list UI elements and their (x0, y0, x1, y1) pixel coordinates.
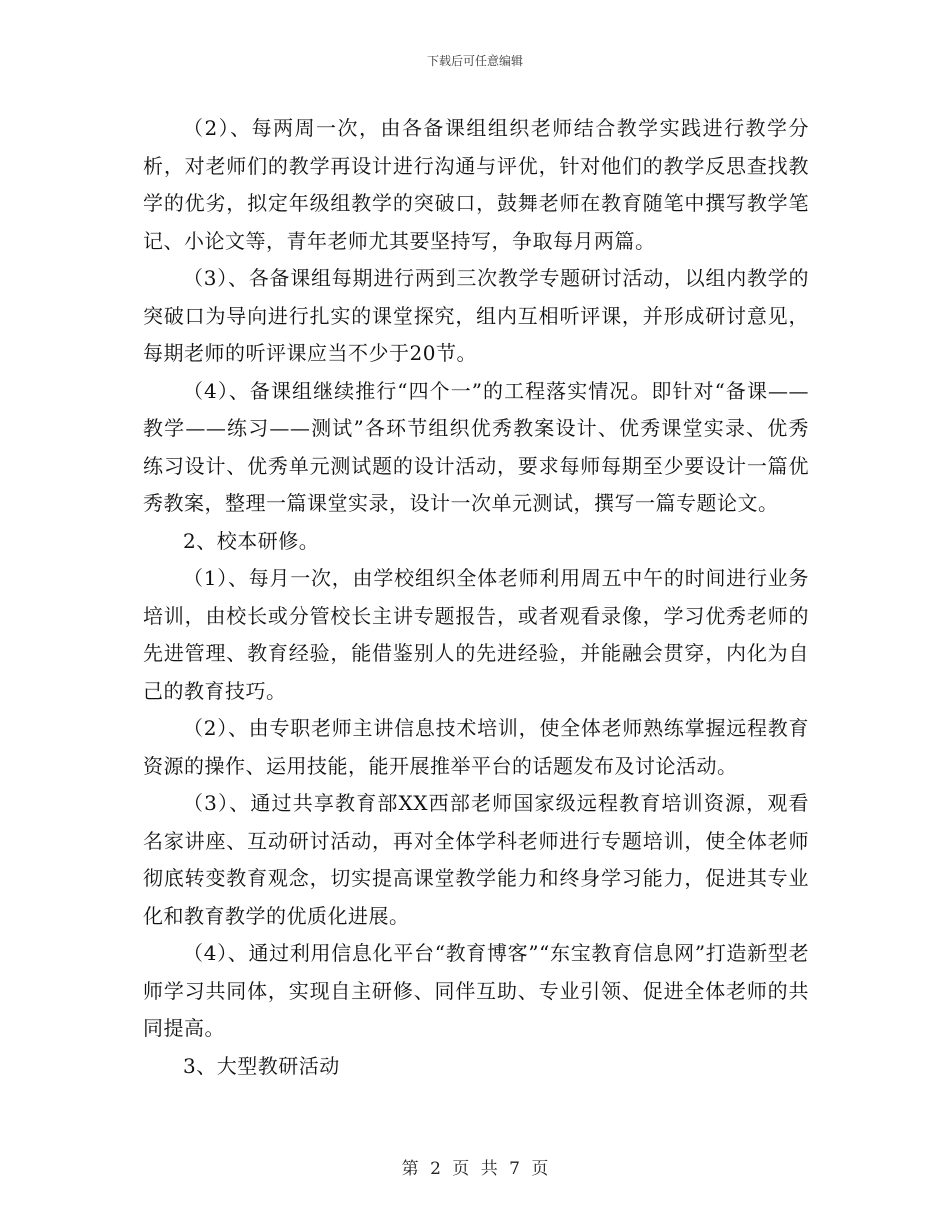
paragraph-school-3: （3）、通过共享教育部XX西部老师国家级远程教育培训资源，观看名家讲座、互动研讨活动，再对全体学科老师进行专题培训，使全体老师彻底转变教育观念，切实提高课堂教学能力和终身学习能力，促进其专业化和教育教学的优质化进展。 (143, 791, 809, 928)
page-body (143, 110, 809, 1085)
paragraph-school-1: （1）、每月一次，由学校组织全体老师利用周五中午的时间进行业务培训，由校长或分管校长主讲专题报告，或者观看录像，学习优秀老师的先进管理、教育经验，能借鉴别人的先进经验，并能融会贯穿，内化为自己的教育技巧。 (143, 566, 809, 703)
section-heading-large-activities: 3、大型教研活动 (183, 1053, 340, 1078)
paragraph-2-3: （3）、各备课组每期进行两到三次教学专题研讨活动，以组内教学的突破口为导向进行扎实的课堂探究，组内互相听评课，并形成研讨意见，每期老师的听评课应当不少于20节。 (143, 266, 809, 365)
section-heading-school-training: 2、校本研修。 (183, 528, 320, 553)
page-footer: 第 2 页 共 7 页 (401, 1159, 549, 1179)
paragraph-2-2: （2）、每两周一次，由各备课组组织老师结合教学实践进行教学分析，对老师们的教学再设计进行沟通与评优，针对他们的教学反思查找教学的优劣，拟定年级组教学的突破口，鼓舞老师在教育随笔中撰写教学笔记、小论文等，青年老师尤其要坚持写，争取每月两篇。 (143, 116, 809, 253)
paragraph-school-4: （4）、通过利用信息化平台“教育博客”“东宝教育信息网”打造新型老师学习共同体，实现自主研修、同伴互助、专业引领、促进全体老师的共同提高。 (143, 941, 809, 1040)
paragraph-2-4: （4）、备课组继续推行“四个一”的工程落实情况。即针对“备课——教学——练习——测试”各环节组织优秀教案设计、优秀课堂实录、优秀练习设计、优秀单元测试题的设计活动，要求每师每期至少要设计一篇优秀教案，整理一篇课堂实录，设计一次单元测试，撰写一篇专题论文。 (143, 378, 809, 515)
page-header: 下载后可任意编辑 (426, 54, 523, 68)
paragraph-school-2: （2）、由专职老师主讲信息技术培训，使全体老师熟练掌握远程教育资源的操作、运用技能，能开展推举平台的话题发布及讨论活动。 (143, 716, 809, 778)
